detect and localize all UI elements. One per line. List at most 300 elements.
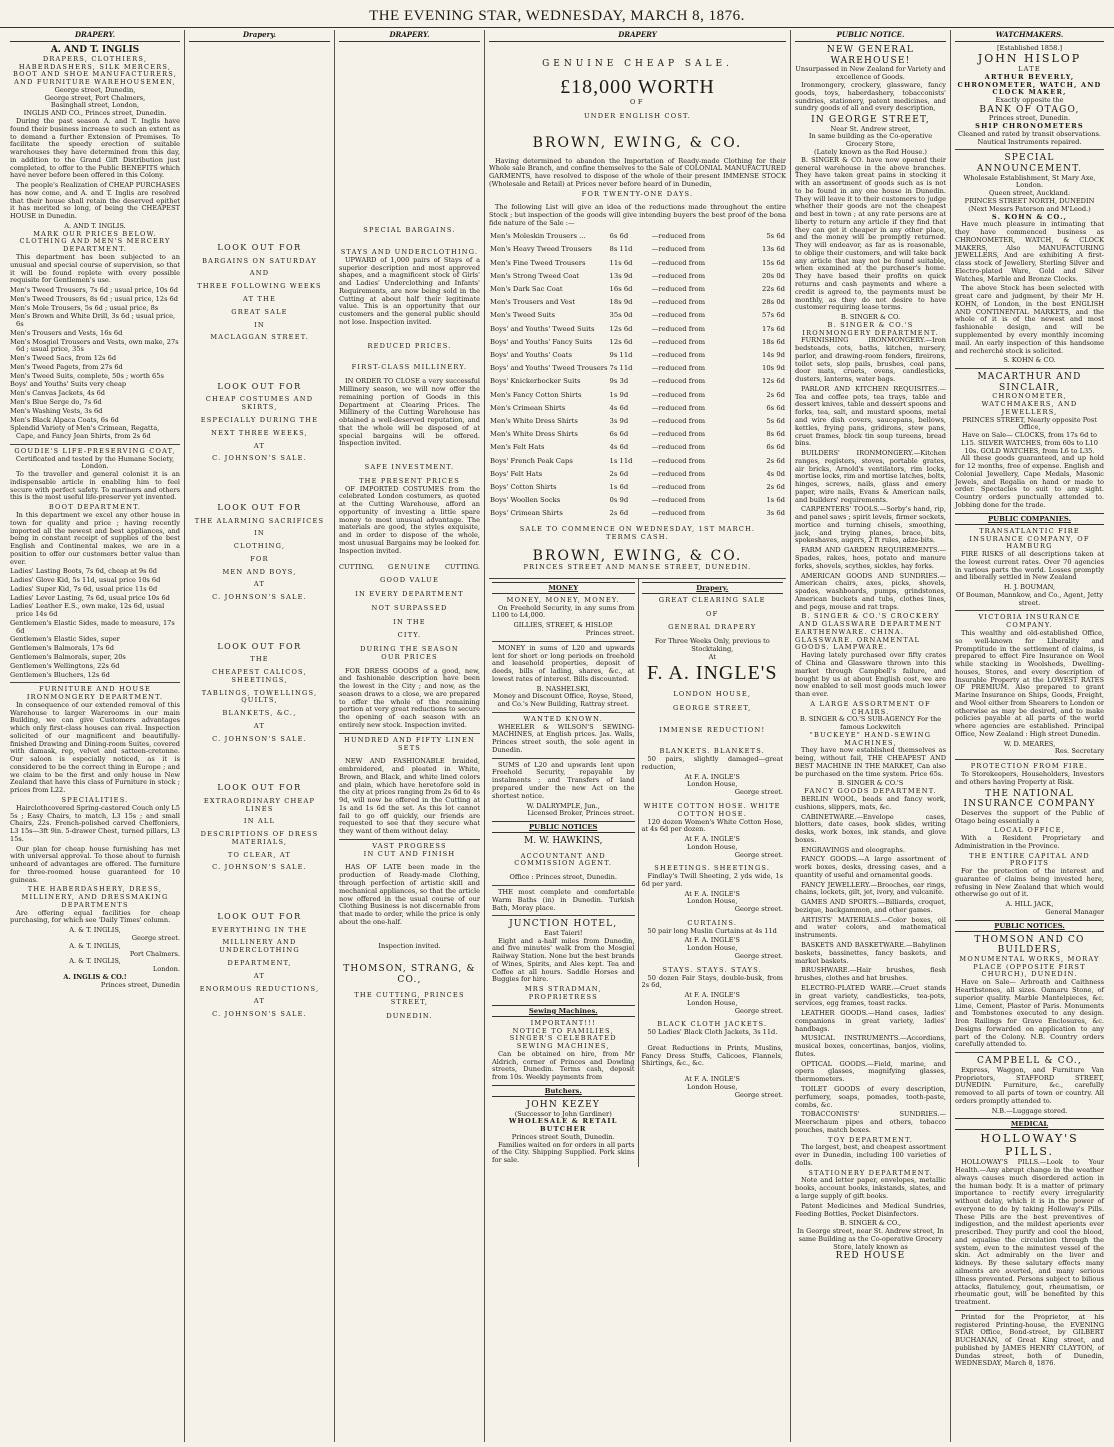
look-out-ad: [189, 382, 330, 463]
paragraph: For the protection of the interest and guarantee of claims being invested here, refusing in New Zealand that which would otherwise go out of it.: [955, 867, 1104, 899]
section-heading: CLOTHING AND MEN'S MERCERY DEPARTMENT.: [19, 237, 171, 254]
item-name: Boys' Woollen Socks: [490, 496, 561, 505]
address-line: Wholesale Establishment, St Mary Axe, London.: [963, 173, 1096, 190]
table-row: [489, 335, 786, 348]
signature-address: Port Chalmers.: [129, 949, 180, 958]
ad-heading: JOHN KEZEY: [526, 1099, 601, 1110]
table-row: [489, 282, 786, 295]
ad-line: EVERYTHING IN THE: [211, 925, 308, 934]
original-price: 17s 6d: [762, 324, 785, 333]
reduced-from-label: —reduced from: [651, 417, 706, 426]
sale-price: 1s 11d: [609, 456, 633, 465]
list-item: Gentlemen's Bluchers, 12s 6d: [10, 670, 110, 679]
paragraph: To the traveller and general colonist it is an indispensable article in enabling him to feel secure with perfect safety. To mariners and others this is the most useful life-preserver yet invented.: [10, 470, 180, 502]
section-heading: STATIONERY DEPARTMENT.: [808, 1168, 933, 1177]
reduced-from-label: —reduced from: [651, 403, 706, 412]
table-row: [489, 401, 786, 414]
signature: A. INGLIS & CO.!: [63, 972, 127, 981]
address-line: INGLIS AND CO., Princes street, Dunedin.: [23, 109, 167, 118]
table-row: [489, 256, 786, 269]
heading-line: NOT SURPASSED: [371, 603, 448, 612]
genuine-label: GENUINE: [388, 562, 431, 571]
look-out-ad: [189, 783, 330, 872]
paragraph: HOLLOWAY'S PILLS.—Look to Your Health.—Any abrupt change in the weather always causes much disordered action in the human body. It is a matter of primary importance to rectify every irregularity without delay, which it is in the power of everyone to do by taking Holloway's Pills. These Pills are the best preventives of indigestion, and the mildest aperients ever prescribed. They purify and cool the blood, and equalise the circulation through the system, even to the minutest vessel of the skin. Act admirably on the liver and kidneys. By these salutary effects many ailments are averted, and many serious illness prevented. Persons subject to bilious attacks, flatulency, gout, rheumatism, or rheumatic gout, will be benefited by this treatment.: [955, 1158, 1104, 1307]
boot-price-list: [10, 568, 180, 679]
masthead: THE EVENING STAR, WEDNESDAY, MARCH 8, 1876.: [0, 0, 1114, 28]
signature: At F. A. INGLE'S: [684, 889, 740, 898]
section-header: PUBLIC NOTICES: [492, 821, 635, 833]
paragraph: Deserves the support of the Public of Otago being essentially a: [955, 808, 1104, 825]
table-row: [489, 309, 786, 322]
original-price: 4s 0d: [766, 469, 785, 478]
reduced-from-label: —reduced from: [651, 443, 706, 452]
paragraph: TOBACCONISTS' SUNDRIES.—Meerschaum pipes and others, tobacco pouches, match boxes.: [795, 1110, 946, 1134]
paragraph: NEW AND FASHIONABLE braided, embroidered, and pleated in White, Brown, and Black, and white lined colors and plain, which have heretofore sold in the city at prices ranging from 2s 6d to 4s 9d, will now be offered in the Cutting at 1s and 1s 6d the set. As this lot cannot fail to go off quickly, our friends are requested to see that they secure what they want of them without delay.: [339, 757, 481, 836]
ad-line: CHEAPEST CALICOS, SHEETINGS,: [212, 668, 307, 684]
item-name: Men's Felt Hats: [490, 443, 545, 452]
sale-price: 6s 6d: [609, 430, 629, 439]
ad-heading: LOOK OUT FOR: [217, 382, 302, 392]
table-row: [489, 296, 786, 309]
table-row: [489, 375, 786, 388]
address-line: Basinghall street, London,: [50, 101, 140, 110]
paragraph: With a Resident Proprietary and Administration in the Province.: [955, 834, 1104, 850]
table-row: [489, 454, 786, 467]
item-name: Men's Strong Tweed Coat: [490, 271, 580, 280]
item-name: Men's Fancy Cotton Shirts: [490, 390, 582, 399]
list-item: Ladies' Super Kid, 7s 6d, usual price 11s 6d: [10, 584, 158, 593]
section-header: PUBLIC NOTICES.: [955, 920, 1104, 932]
paragraph: Patent Medicines and Medical Sundries, Feeding Bottles, Pocket Disinfectors.: [795, 1201, 946, 1218]
ad-heading: LOOK OUT FOR: [217, 783, 302, 793]
paragraph: AMERICAN GOODS AND SUNDRIES.—American chairs, axes, picks, shovels, spades, washboards, pumps, grindstones, American buckets and tubs, clothes lines, and pegs, mouse and rat traps.: [795, 571, 946, 611]
ad-line: C. JOHNSON'S SALE.: [212, 593, 307, 602]
paragraph: 50 Ladies' Black Cloth Jackets, 3s 11d.: [647, 1028, 778, 1037]
list-item: Splendid Variety of Men's Crimean, Regatta, Cape, and Fancy Jean Shirts, from 2s 6d: [10, 424, 160, 441]
paragraph: ENGRAVINGS and oleographs.: [801, 845, 905, 854]
list-item: Men's Tweed Suits, complete, 50s ; worth 65s: [10, 371, 164, 380]
list-item: Men's Mosgiel Trousers and Vests, own make, 27s 6d ; usual price, 35s: [10, 337, 179, 354]
address-line: London House,: [687, 780, 738, 789]
look-out-ad: [189, 642, 330, 744]
list-item: Men's Tweed Pagets, from 27s 6d: [10, 362, 123, 371]
sale-price: 4s 6d: [609, 443, 629, 452]
ad-line: IN ALL: [243, 817, 276, 826]
original-price: 14s 9d: [762, 351, 785, 360]
paragraph: SUMS of L20 and upwards lent upon Freehold Security, repayable by instalments ; and Transfers of land prepared under the new Act on the shortest notice.: [492, 760, 635, 800]
ad-line: C. JOHNSON'S SALE.: [212, 863, 307, 872]
address-line: George street.: [734, 788, 783, 797]
signature: MRS STRADMAN, PROPRIETRESS: [524, 985, 602, 1002]
address-line: Queen street, Auckland.: [989, 189, 1070, 198]
paragraph: Cleaned and rated by transit observations.: [958, 129, 1101, 138]
address-line: THE CUTTING, PRINCES STREET,: [354, 990, 465, 1007]
section-heading: THE HABERDASHERY, DRESS, MILLINERY, AND DRESSMAKING DEPARTMENTS: [21, 885, 169, 909]
list-item: Men's Tweed Sacs, from 12s 6d: [10, 354, 117, 363]
section-heading: GOUDIE'S LIFE-PRESERVING COAT,: [14, 446, 176, 455]
paragraph: ELECTRO-PLATED WARE.—Cruet stands in great variety, candlesticks, tea-pots, services, egg frames, toast racks.: [795, 983, 946, 1008]
cutting-label: CUTTING.: [444, 562, 480, 571]
section-heading: EARTHENWARE. CHINA. GLASSWARE. ORNAMENTAL GOODS. LAMPWARE.: [795, 627, 921, 652]
sale-price: 11s 6d: [609, 258, 633, 267]
original-price: 5s 6d: [766, 232, 785, 241]
list-item: Ladies' Leather E.S., own make, 12s 6d, usual price 14s 6d: [10, 602, 165, 619]
ad-subheading: LOCAL OFFICE,: [994, 826, 1065, 835]
signature: At F. A. INGLE'S: [684, 772, 740, 781]
paragraph: FANCY JEWELLERY.—Brooches, ear rings, chains, lockets, gilt, jet, ivory, and vulcanite.: [795, 880, 946, 897]
ad-heading: THE NATIONAL INSURANCE COMPANY: [963, 788, 1096, 810]
ad-heading: OF: [706, 609, 719, 618]
sale-commence: SALE TO COMMENCE ON WEDNESDAY, 1ST MARCH.: [519, 525, 756, 534]
column-header: DRAPERY.: [339, 30, 480, 42]
ad-line: ESPECIALLY DURING THE: [200, 416, 319, 425]
address-line: George street.: [734, 905, 783, 914]
signature: B. SINGER & CO.'S: [837, 779, 904, 788]
reduced-from-label: —reduced from: [651, 232, 706, 241]
sale-price: 12s 6d: [609, 324, 633, 333]
item-name: Boys' and Youths' Tweed Suits: [490, 324, 595, 333]
ad-line: DESCRIPTIONS OF DRESS MATERIALS,: [200, 830, 319, 846]
original-price: 6s 6d: [766, 403, 785, 412]
list-item: Men's Mole Trousers, 5s 6d ; usual price, 8s: [10, 303, 159, 312]
signature: S. KOHN & CO.: [1003, 356, 1056, 365]
reduced-from-label: —reduced from: [651, 430, 706, 439]
inspection-note: Inspection invited.: [378, 941, 441, 950]
table-row: [489, 428, 786, 441]
paragraph: HAS OF LATE been made in the production of Ready-made Clothing, through perfection of artistic skill and mechanical appliances, so that the article now offered in the usual course of our Clothing Business is not discernable from that made to order, while the price is only about the one-half.: [339, 863, 480, 926]
look-out-ad: [189, 243, 330, 342]
heading-line: OUR PRICES: [381, 652, 438, 661]
paragraph: FURNISHING IRONMONGERY.—Iron bedsteads, cots, baths, kitchen, nursery, parlor, and drawing-room fenders, fireirons, toilet sets, slop pails, brushes, coal pans, door mats, cruets, ovens, candlesticks, dusters, lanterns, water bags.: [795, 336, 946, 384]
original-price: 13s 6d: [762, 245, 785, 254]
address-line: PRINCES STREET NORTH, DUNEDIN (Next Messrs Paterson and M'Leod.): [964, 197, 1095, 213]
original-price: 15s 6d: [762, 258, 785, 267]
section-heading: B. SINGER & CO.'S SUB-AGENCY For the famous Lockwitch: [799, 715, 942, 732]
sale-price: 4s 6d: [609, 403, 629, 412]
paragraph: The above Stock has been selected with great care and judgment, by their Mr H. KOHN, of London, in the best ENGLISH AND CONTINENTAL MARKETS, and the whole of it is of the newest and most fashionable design, and will be supplemented by every monthly incoming mail. An early inspection of this handsome and recherché stock is solicited.: [955, 284, 1104, 355]
section-header: MONEY: [492, 582, 635, 594]
signature: A. & T. INGLIS,: [69, 941, 121, 950]
ad-heading: JUNCTION HOTEL,: [509, 919, 618, 930]
item-heading: BLACK CLOTH JACKETS.: [657, 1020, 768, 1029]
page-columns: [6, 30, 1108, 1442]
item-name: Boys' French Peak Caps: [490, 456, 573, 465]
sale-title: GENUINE CHEAP SALE.: [542, 59, 733, 70]
paragraph: The largest, best, and cheapest assortment ever in Dunedin, including 100 varieties of dolls.: [795, 1143, 946, 1167]
list-item: Gentlemen's Wellingtons, 22s 6d: [10, 661, 120, 670]
table-row: [489, 362, 786, 375]
section-heading: SPECIAL BARGAINS.: [363, 226, 456, 235]
cutting-label: CUTTING.: [339, 562, 375, 571]
ad-heading: MACARTHUR AND SINCLAIR,: [977, 372, 1082, 393]
section-heading: B. SINGER & CO.'S CROCKERY AND GLASSWARE DEPARTMENT: [799, 612, 942, 629]
terms: TERMS CASH.: [606, 532, 669, 541]
list-item: Men's Tweed Trousers, 8s 6d ; usual price, 12s 6d: [10, 294, 178, 303]
paragraph: The following List will give an idea of the reductions made throughout the entire Stock ; but inspection of the goods will give intending buyers the best proof of the bona fide nature of the Sale :—: [489, 203, 786, 227]
table-row: [489, 494, 786, 507]
original-price: 28s 0d: [762, 298, 785, 307]
firm-name: S. KOHN & CO.,: [991, 212, 1068, 221]
list-item: Gentlemen's Elastic Sides, made to measure, 17s 6d: [10, 618, 175, 635]
paragraph: GAMES AND SPORTS.—Billiards, croquet, bezique, backgammon, and other games.: [795, 898, 946, 914]
column-3: [334, 30, 484, 1442]
signature: At F. A. INGLE'S: [684, 936, 740, 945]
established: [Established 1858.]: [996, 44, 1063, 53]
sale-price: 3s 9d: [609, 417, 629, 426]
firm-trades: DRAPERS, CLOTHIERS, HABERDASHERS, SILK MERCERS, BOOT AND SHOE MANUFACTURERS, AND FURNITURE WAREHOUSEMEN,: [12, 54, 178, 87]
ad-line: CHEAP COSTUMES AND SKIRTS,: [205, 395, 314, 412]
address-line: PRINCES STREET AND MANSE STREET, DUNEDIN.: [523, 563, 752, 572]
address-line: Princes street South, Dunedin.: [511, 1132, 615, 1141]
address-line: RED HOUSE: [835, 1251, 906, 1262]
address-line: George street, Port Chalmers,: [44, 93, 146, 102]
item-name: Men's Tweed Suits: [490, 311, 555, 320]
address-line: George street.: [734, 952, 783, 961]
list-item: Gentlemen's Elastic Sides, super: [10, 635, 120, 644]
look-out-ads: [189, 243, 330, 1019]
paragraph: CABINETWARE.—Envelope cases, blotters, date cases, book slides, writing desks, work boxes, ink stands, and glove boxes.: [795, 812, 946, 844]
imprint: Printed for the Proprietor, at his registered Printing-house, the EVENING STAR Office, Bond-street, by GILBERT BUCHANAN, of Great King street, and published by JAMES HENRY CLAYTON, of Dundas street, both of Dunedin, WEDNESDAY, March 8, 1876.: [955, 1312, 1104, 1368]
item-name: Boys' and Youths' Tweed Trousers: [490, 364, 608, 373]
ad-subheading: ARTHUR BEVERLY,: [984, 72, 1075, 81]
sale-price: 2s 6d: [609, 469, 629, 478]
paragraph: FARM AND GARDEN REQUIREMENTS.—Spades, rakes, hoes, potato and manure forks, shovels, scythes, sickles, hay forks.: [795, 546, 946, 570]
paragraph: Great Reductions in Prints, Muslins, Fancy Dress Stuffs, Calicoes, Flannels, Shirtings, &c., &c.: [641, 1043, 783, 1068]
section-heading: B. SINGER & CO.'S IRONMONGERY DEPARTMENT.: [802, 320, 939, 337]
sale-price: 12s 6d: [609, 337, 633, 346]
item-name: Boys' Cotton Shirts: [490, 483, 557, 492]
ad-heading: MONEY, MONEY, MONEY.: [506, 595, 620, 604]
paragraph: BASKETS AND BASKETWARE.—Babylinen baskets, bassinettes, fancy baskets, and market baskets.: [795, 941, 946, 965]
ad-line: CLOTHING,: [233, 542, 286, 551]
signature-address: Money and Discount Office, Royse, Steed, and Co.'s New Building, Rattray street.: [493, 692, 634, 709]
sale-price: 16s 6d: [609, 285, 633, 294]
section-header: PUBLIC COMPANIES.: [955, 513, 1104, 525]
paragraph: During the past season A. and T. Inglis have found their business increase to such an extent as to demand a further Extension of Premises. To facilitate the speedy erection of suitable warehouses they have determined from this day, in addition to the Grand Gift Distribution just completed, to offer to the Public BENEFITS which have never before been offered in this Colony.: [10, 116, 180, 180]
ad-line: IN: [254, 320, 265, 329]
ad-line: AT: [253, 721, 266, 730]
signature-address: Licensed Broker, Princes street.: [527, 809, 635, 818]
address-line: In same building as the Co-operative Grocery Store,: [808, 132, 933, 149]
ad-subheading: ACCOUNTANT AND COMMISSION AGENT.: [514, 851, 613, 868]
list-item: Men's Canvas Jackets, 4s 6d: [10, 389, 106, 398]
paragraph: Hairclothcovered Spring-castored Couch only L5 5s ; Easy Chairs, to match, L3 15s ; and small Chairs, 22s. French-polished carved Cheffoniers, L3 15s—3ft 9in. 5-drawer Chest, turned pillars, L3 15s.: [10, 803, 180, 843]
at-label: At: [708, 652, 716, 661]
signature-address: Res. Secretary: [1054, 747, 1104, 756]
item-name: Men's Moleskin Trousers ...: [490, 232, 586, 241]
ad-line: THREE FOLLOWING WEEKS: [197, 282, 322, 291]
signature: A. & T. INGLIS,: [69, 957, 121, 966]
original-price: 22s 6d: [762, 285, 785, 294]
paragraph: FANCY GOODS.—A large assortment of work boxes, desks, dressing cases, and a quantity of useful and ornamental goods.: [795, 855, 946, 879]
ad-line: BLANKETS, &C.,: [222, 709, 297, 718]
paragraph: This wealthy and old-established Office, so well-known for Liberality and Promptitude in the settlement of claims, is prepared to effect Fire Insurance on Wool while stacking in Woolsheds, Dwelling-houses, Stores, and every description of Insurable Property at the LOWEST RATES OF PREMIUM. Also prepared to grant Marine Insurance on Ships, Goods, Freight, and Wool either from Shearers to London or otherwise as may be desired, and to make policies payable at all parts of the world where agencies are established. Principal Office, New Zealand : High street Dunedin.: [955, 628, 1104, 738]
paragraph: Having determined to abandon the Importation of Ready-made Clothing for their Whole sale Branch, and confine themselves to the Sale of COLONIAL MANUFACTURED GARMENTS, have resolved to dispose of the whole of their present IMMENSE STOCK (Wholesale and Retail) at Prices never before heard of in Dunedin,: [489, 156, 786, 188]
look-out-ad: [189, 912, 330, 1019]
reduced-from-label: —reduced from: [651, 469, 706, 478]
item-name: Boys' Crimean Shirts: [490, 509, 563, 518]
heading-line: DURING THE SEASON: [360, 645, 459, 654]
paragraph: 50 pairs, slightly damaged—great reduction,: [641, 755, 783, 771]
list-item: Gentlemen's Balmorals, 17s 6d: [10, 644, 114, 653]
ad-line: C. JOHNSON'S SALE.: [212, 454, 307, 463]
paragraph: Eight and a-half miles from Dunedin, and five minutes' walk from the Mosgiel Railway Station. None but the best brands of Wines, Spirits, and Ales kept. Tea and Coffee at all hours. Saddle Horses and Buggies for hire.: [492, 936, 635, 984]
paragraph: Findlay's Twill Sheeting, 2 yds wide, 1s 6d per yard.: [641, 872, 783, 888]
table-row: [489, 322, 786, 335]
ad-line: BARGAINS ON SATURDAY: [202, 256, 317, 265]
address-line: DUNEDIN.: [386, 1012, 433, 1021]
paragraph: ARTISTS' MATERIALS.—Color boxes, oil and water colors, and mathematical instruments.: [795, 915, 946, 940]
heading-line: IN THE: [393, 617, 426, 626]
item-heading: CURTAINS.: [687, 918, 738, 927]
paragraph: Our plan for cheap house furnishing has met with universal approval. To those about to furnish unheard of advantages are offered. The furniture for three-roomed house guaranteed for 10 guineas.: [10, 844, 180, 884]
list-item: Ladies' Lasting Boots, 7s 6d, cheap at 9s 6d: [10, 567, 158, 576]
table-row: [489, 441, 786, 454]
item-name: Boys' and Youths' Coats: [490, 351, 572, 360]
ad-line: EXTRAORDINARY CHEAP LINES: [203, 796, 316, 813]
paragraph: LEATHER GOODS.—Hand cases, ladies' companions in great variety, ladies' handbags.: [795, 1009, 946, 1033]
ad-subheading: MONUMENTAL WORKS, MORAY PLACE (OPPOSITE FIRST CHURCH), DUNEDIN.: [959, 954, 1100, 979]
section-heading: SAFE INVESTMENT.: [364, 463, 455, 472]
address-line: (Lately known as the Red House.): [814, 147, 927, 156]
signature: W. DALRYMPLE, Jun.,: [526, 801, 600, 810]
ad-heading: SPECIAL ANNOUNCEMENT.: [976, 153, 1083, 175]
column-5: [790, 30, 950, 1442]
list-item: Men's Brown and White Drill, 3s 6d ; usual price, 6s: [10, 312, 176, 329]
signature: A. AND T. INGLIS.: [64, 221, 126, 230]
ad-heading: NEW GENERAL WAREHOUSE!: [826, 45, 915, 66]
column-header: DRAPERY: [489, 30, 786, 42]
ad-line: AT: [253, 441, 266, 450]
paragraph: IN ORDER TO CLOSE a very successful Millinery season, we will now offer the remaining portion of Goods in this Department at Clearing Prices. The Millinery of the Cutting Warehouse has obtained a well-deserved reputation, and that the whole will be disposed of at special bargains will be offered. Inspection invited.: [339, 377, 480, 448]
firm-name: BROWN, EWING, & CO.: [532, 134, 743, 151]
ad-line: AT: [253, 971, 266, 980]
paragraph: On Freehold Security, in any sums from L100 to L4,000.: [492, 603, 635, 620]
address-line: London House,: [687, 998, 738, 1007]
section-heading: SPECIALITIES.: [61, 796, 129, 804]
clothing-price-list: [10, 287, 180, 441]
ad-subheading: THE ENTIRE CAPITAL AND PROFITS: [969, 851, 1090, 868]
section-heading: TOY DEPARTMENT.: [827, 1135, 914, 1144]
paragraph: Nautical Instruments repaired.: [977, 137, 1082, 146]
original-price: 2s 6d: [766, 456, 785, 465]
paragraph: MUSICAL INSTRUMENTS.—Accordians, musical boxes, concertinas, banjos, violins, flutes.: [795, 1034, 946, 1058]
address-line: George street.: [734, 1006, 783, 1015]
original-price: 10s 9d: [762, 364, 785, 373]
signature-address: George street.: [131, 934, 180, 943]
section-heading: REDUCED PRICES.: [367, 341, 452, 350]
paragraph: In this department we excel any other house in town for quality and price ; having recently imported all the newest and best appliances, and being in constant receipt of supplies of the best English and Continental makes, we are in a position to offer our customers better value than ever.: [10, 510, 180, 566]
sale-price: 2s 6d: [609, 509, 629, 518]
ad-subheading: LATE: [1018, 64, 1041, 73]
ad-line: AND: [249, 269, 270, 278]
original-price: 18s 6d: [762, 337, 785, 346]
table-row: [489, 348, 786, 361]
price-table: [489, 230, 786, 520]
reduced-from-label: —reduced from: [651, 483, 706, 492]
signature: B. SINGER & CO.: [840, 313, 901, 322]
list-item: Ladies' Lever Lasting, 7s 6d, usual price 10s 6d: [10, 593, 170, 602]
ad-subheading: WHOLESALE & RETAIL BUTCHER: [508, 1117, 618, 1134]
paragraph: This department has been subjected to an unusual and special course of supervision, so that it will be found replete with every possible requisite for Gentlemen's use.: [10, 253, 180, 285]
ad-line: MILLINERY AND UNDERCLOTHING: [219, 938, 300, 955]
signature-address: Princes street.: [585, 628, 635, 637]
address-line: London House,: [687, 944, 738, 953]
list-item: Boys' and Youths' Suits very cheap: [10, 380, 127, 389]
ad-line: C. JOHNSON'S SALE.: [212, 1010, 307, 1019]
table-row: [489, 230, 786, 243]
column-header: PUBLIC NOTICE.: [795, 30, 946, 42]
paragraph: They have now established themselves as being, without fail, THE CHEAPEST AND BEST MACHINE IN THE MARKET, Can also be purchased on the time system. Price 65s.: [795, 746, 946, 778]
item-heading: STAYS. STAYS. STAYS.: [662, 965, 763, 974]
ad-heading: CAMPBELL & CO.,: [977, 1056, 1082, 1067]
reduced-from-label: —reduced from: [651, 337, 706, 346]
item-name: Men's White Dress Shirts: [490, 430, 578, 439]
signature-address: General Manager: [1045, 907, 1104, 916]
ad-subheading: SHIP CHRONOMETERS: [975, 122, 1084, 131]
ad-subheading: CHRONOMETER, WATCHMAKERS, AND JEWELLERS,: [981, 392, 1078, 416]
signature: B. NASHELSKI,: [536, 684, 590, 693]
ad-heading: PROTECTION FROM FIRE.: [970, 762, 1089, 771]
subheading: Certificated and tested by the Humane Society, London.: [15, 454, 175, 471]
sale-price: 6s 6d: [609, 232, 629, 241]
ad-heading: GREAT CLEARING SALE: [658, 595, 766, 604]
ad-heading: M. W. HAWKINS,: [524, 836, 603, 847]
signature: B. SINGER & CO.,: [839, 1219, 902, 1228]
firm-name: A. AND T. INGLIS: [50, 45, 140, 56]
item-name: Men's Crimean Shirts: [490, 403, 566, 412]
paragraph: Have on Sale— Arbroath and Caithness Hearthstones, all sizes. Oamaru Stone, of superior quality. Marble Mantelpieces, &c. Lime, Cement, Plaster of Paris. Monuments and Tombstones executed to any design. Iron Railings for Grave Enclosures, &c. Designs forwarded on application to any part of the Colony. N.B. Country orders carefully attended to.: [955, 978, 1104, 1049]
paragraph: Families waited on for orders in all parts of the City. Shipping Supplied. Pork skins for sale.: [492, 1140, 635, 1165]
ad-subheading: CHRONOMETER, WATCH, AND CLOCK MAKER,: [957, 80, 1102, 97]
item-heading: BLANKETS. BLANKETS.: [659, 747, 765, 756]
ad-line: TO CLEAR, AT: [227, 850, 292, 859]
paragraph: MONEY in sums of L20 and upwards lent for short or long periods on freehold and leasehold properties, deposit of deeds, bills of lading, shares, &c., at lowest rates of interest. Bills discounted.: [492, 643, 635, 683]
signature: W. D. MEARES,: [1003, 739, 1056, 748]
address-line: George street, Dunedin,: [54, 85, 136, 94]
reduced-from-label: —reduced from: [651, 377, 706, 386]
reduced-from-label: —reduced from: [651, 285, 706, 294]
section-header: Butchers.: [492, 1085, 635, 1097]
address-line: PRINCES STREET, Nearly opposite Post Office,: [962, 415, 1097, 432]
ad-heading: JOHN HISLOP: [977, 52, 1082, 66]
column-4: [484, 30, 790, 1442]
item-heading: SHEETINGS. SHEETINGS.: [654, 864, 771, 873]
section-heading: FIRST-CLASS MILLINERY.: [351, 363, 468, 372]
sale-price: 8s 11d: [609, 245, 633, 254]
signature: GILLIES, STREET, & HISLOP.: [513, 621, 613, 630]
paragraph: OPTICAL GOODS.—Field, marine, and opera glasses, magnifying glasses, thermometers.: [795, 1059, 946, 1084]
paragraph: UPWARD of 1,000 pairs of Stays of a superior description and most approved shapes, and a magnificent stock of Girls' and Ladies' Underclothing and Infants' Requirements, are now being sold in the Cutting at about half their legitimate value. This is an opportunity that our customers and the general public should not lose. Inspection invited.: [339, 255, 480, 326]
list-item: Men's Black Alpaca Coats, 6s 6d: [10, 415, 119, 424]
ad-line: THE ALARMING SACRIFICES: [194, 516, 325, 525]
section-header: MEDICAL: [955, 1118, 1104, 1130]
address-line: LONDON HOUSE,: [673, 690, 752, 699]
address-line: London House,: [687, 842, 738, 851]
sale-price: 1s 6d: [609, 483, 629, 492]
original-price: 8s 6d: [766, 430, 785, 439]
item-name: Men's White Dress Shirts: [490, 417, 578, 426]
ad-heading: WANTED KNOWN.: [523, 714, 603, 723]
section-header: Sewing Machines.: [492, 1005, 635, 1017]
paragraph: To Storekeepers, Householders, Investors and others having Property at Risk.: [955, 770, 1104, 786]
section-heading: THE PRESENT PRICES: [359, 476, 460, 485]
reduced-from-label: —reduced from: [651, 245, 706, 254]
item-name: Men's Fine Tweed Trousers: [490, 258, 586, 267]
paragraph: Ironmongery, crockery, glassware, fancy goods, toys, haberdashery, tobacconists' sundries, stationery, patent medicines, and sundry goods of all and every description,: [795, 81, 946, 113]
ad-heading: LOOK OUT FOR: [217, 243, 302, 253]
paragraph: PARLOR AND KITCHEN REQUISITES.—Tea and coffee pots, tea trays, table and dessert knives, table and dessert spoons and forks, tea, salt, and mustard spoons, metal and wire dish covers, saucepans, bellows, kettles, frying pans, gridirons, stew pans, cruet frames, block tin soup tureens, bread bins.: [795, 384, 946, 448]
